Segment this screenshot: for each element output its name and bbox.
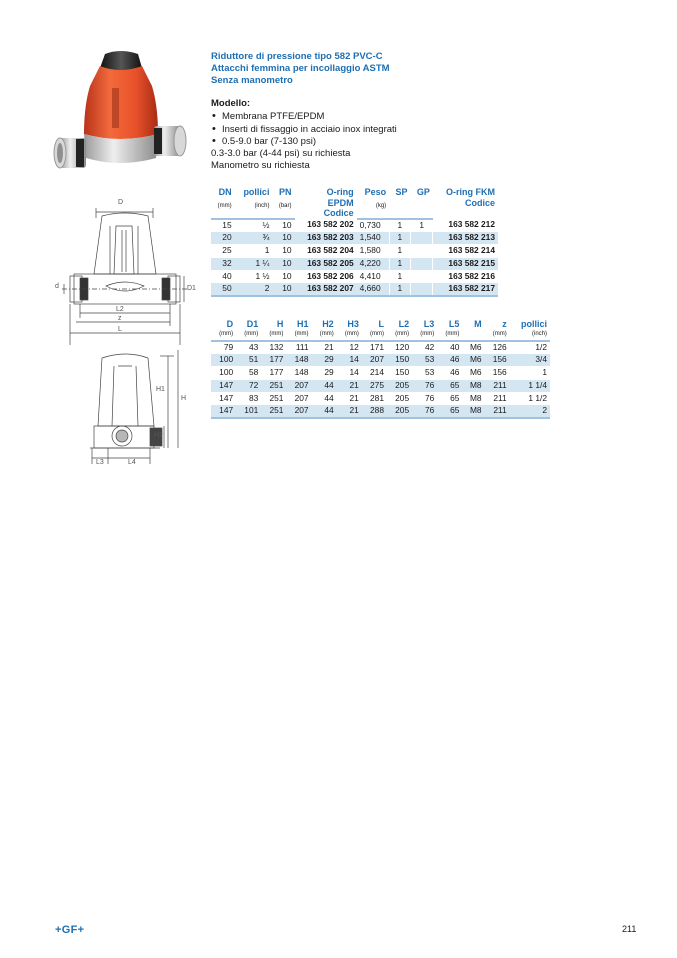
title-line: Riduttore di pressione tipo 582 PVC-C xyxy=(211,51,383,62)
table-cell: 171 xyxy=(362,341,387,354)
unit-label: (mm) xyxy=(437,330,462,341)
dim-label-z: z xyxy=(118,315,122,322)
table-cell: 21 xyxy=(337,379,362,392)
table-cell: 12 xyxy=(337,341,362,354)
order-code-table xyxy=(211,187,498,297)
col-header: Peso xyxy=(364,187,387,197)
table-cell: 1/2 xyxy=(510,341,550,354)
table-cell: 147 xyxy=(211,392,236,405)
model-heading: Modello: xyxy=(211,98,251,109)
table-cell: 10 xyxy=(272,283,294,296)
table-cell: 205 xyxy=(387,392,412,405)
dim-label-L3: L3 xyxy=(96,459,104,466)
table-cell: 150 xyxy=(387,354,412,367)
table-cell: 1 xyxy=(410,219,432,232)
table-cell: M8 xyxy=(462,379,484,392)
table-cell: 76 xyxy=(412,405,437,418)
table-cell xyxy=(410,257,432,270)
table-cell: 1 1/2 xyxy=(510,392,550,405)
table-cell: 214 xyxy=(362,367,387,380)
col-header: H2 xyxy=(322,319,334,329)
table-cell: M6 xyxy=(462,367,484,380)
col-header: H1 xyxy=(297,319,309,329)
table-cell: 21 xyxy=(312,341,337,354)
table-cell: 205 xyxy=(387,379,412,392)
table-cell: 163 582 205 xyxy=(295,257,357,270)
col-header-oring-epdm: O-ring EPDM Codice xyxy=(323,187,354,218)
table-cell: 207 xyxy=(286,379,311,392)
table-cell: 1 xyxy=(389,257,410,270)
table-cell: M8 xyxy=(462,392,484,405)
table-cell: 132 xyxy=(261,341,286,354)
unit-label: (mm) xyxy=(312,330,337,341)
table-cell: 147 xyxy=(211,405,236,418)
table-cell: 148 xyxy=(286,367,311,380)
dim-label-L: L xyxy=(118,326,122,333)
table-cell: 163 582 212 xyxy=(433,219,498,232)
table-cell: 288 xyxy=(362,405,387,418)
title-line: Attacchi femmina per incollaggio ASTM xyxy=(211,63,390,74)
table-cell: 150 xyxy=(387,367,412,380)
table-cell: 40 xyxy=(437,341,462,354)
table-cell: 10 xyxy=(272,270,294,283)
table-cell: 65 xyxy=(437,379,462,392)
unit-label: (mm) xyxy=(261,330,286,341)
table-cell: 1 xyxy=(389,232,410,245)
table-cell: 281 xyxy=(362,392,387,405)
table-cell: 10 xyxy=(272,232,294,245)
table-cell: 177 xyxy=(261,367,286,380)
table-cell: 53 xyxy=(412,367,437,380)
table-row xyxy=(211,257,498,270)
unit-label xyxy=(462,330,484,341)
col-header: L3 xyxy=(423,319,435,329)
col-header: L2 xyxy=(398,319,410,329)
col-header: H3 xyxy=(347,319,359,329)
table-row xyxy=(211,367,550,380)
table-cell: 10 xyxy=(272,245,294,258)
table-cell: 111 xyxy=(286,341,311,354)
dim-label-D1: D1 xyxy=(187,285,196,292)
table-cell: 42 xyxy=(412,341,437,354)
table-cell: 163 582 203 xyxy=(295,232,357,245)
table-cell: 29 xyxy=(312,354,337,367)
table-cell: 100 xyxy=(211,367,236,380)
table-cell xyxy=(410,270,432,283)
table-cell: 43 xyxy=(236,341,261,354)
product-photo xyxy=(50,46,190,181)
table-row xyxy=(211,405,550,418)
unit-label: (mm) xyxy=(362,330,387,341)
unit-label: (mm) xyxy=(387,330,412,341)
table-row xyxy=(211,283,498,296)
table-cell: 76 xyxy=(412,379,437,392)
table-cell: 1 xyxy=(389,245,410,258)
table-cell xyxy=(410,245,432,258)
table-row xyxy=(211,232,498,245)
table-cell: 207 xyxy=(286,405,311,418)
col-header: L5 xyxy=(448,319,460,329)
spec-bullet: • Inserti di fissaggio in acciaio inox integrati xyxy=(211,124,551,136)
table-cell: 29 xyxy=(312,367,337,380)
table-cell: M6 xyxy=(462,341,484,354)
table-cell: 14 xyxy=(337,367,362,380)
col-header: PN xyxy=(279,187,292,197)
table-cell: ½ xyxy=(235,219,273,232)
table-cell: 163 582 204 xyxy=(295,245,357,258)
table-cell: 211 xyxy=(485,379,510,392)
table-cell: 44 xyxy=(312,405,337,418)
table-cell: 53 xyxy=(412,354,437,367)
table-cell: 51 xyxy=(236,354,261,367)
table-cell: 10 xyxy=(272,219,294,232)
table-cell: 0,730 xyxy=(357,219,390,232)
table-cell: 2 xyxy=(235,283,273,296)
col-header: DN xyxy=(218,187,232,197)
unit-label: (inch) xyxy=(235,202,273,218)
table-cell: 72 xyxy=(236,379,261,392)
table-cell: 163 582 215 xyxy=(433,257,498,270)
table-cell: 205 xyxy=(387,405,412,418)
table-cell: 65 xyxy=(437,392,462,405)
table-cell: 76 xyxy=(412,392,437,405)
table-cell: 156 xyxy=(485,354,510,367)
unit-label: (kg) xyxy=(357,202,390,218)
table-cell: 120 xyxy=(387,341,412,354)
table-cell: 79 xyxy=(211,341,236,354)
col-header: M xyxy=(474,319,482,329)
dim-label-L2: L2 xyxy=(116,306,124,313)
table-cell: 2 xyxy=(510,405,550,418)
table-cell: 46 xyxy=(437,367,462,380)
table-cell: 3/4 xyxy=(510,354,550,367)
table-cell: 101 xyxy=(236,405,261,418)
spec-note: Manometro su richiesta xyxy=(211,160,310,172)
product-title xyxy=(211,51,551,87)
table-cell: 83 xyxy=(236,392,261,405)
table-cell: 4,220 xyxy=(357,257,390,270)
col-header: SP xyxy=(395,187,408,197)
table-cell: 40 xyxy=(211,270,235,283)
table-cell: 1 xyxy=(510,367,550,380)
table-cell: 21 xyxy=(337,405,362,418)
dim-label-L4: L4 xyxy=(128,459,136,466)
table-row xyxy=(211,341,550,354)
table-cell: 1 xyxy=(389,219,410,232)
unit-label: (bar) xyxy=(272,202,294,218)
table-cell: 4,410 xyxy=(357,270,390,283)
table-cell: 126 xyxy=(485,341,510,354)
table-cell xyxy=(410,232,432,245)
table-cell: 163 582 206 xyxy=(295,270,357,283)
table-cell: 147 xyxy=(211,379,236,392)
table-cell: 163 582 202 xyxy=(295,219,357,232)
table-row xyxy=(211,354,550,367)
table-cell: 275 xyxy=(362,379,387,392)
col-header: pollici xyxy=(520,319,547,329)
table-row xyxy=(211,392,550,405)
dim-label-D: D xyxy=(118,199,124,206)
table-cell: 207 xyxy=(286,392,311,405)
table-cell: 65 xyxy=(437,405,462,418)
table-cell: 1 ¼ xyxy=(235,257,273,270)
model-specs xyxy=(211,98,551,173)
table-cell: M6 xyxy=(462,354,484,367)
table-cell: 58 xyxy=(236,367,261,380)
table-cell: 251 xyxy=(261,392,286,405)
table-cell: 251 xyxy=(261,379,286,392)
table-cell: 21 xyxy=(337,392,362,405)
table-cell: 156 xyxy=(485,367,510,380)
table-cell: 211 xyxy=(485,405,510,418)
table-cell: 163 582 216 xyxy=(433,270,498,283)
dim-label-H1: H1 xyxy=(156,386,165,393)
col-header: D1 xyxy=(246,319,259,329)
table-cell: 25 xyxy=(211,245,235,258)
table-cell: 1 ½ xyxy=(235,270,273,283)
table-cell: 10 xyxy=(272,257,294,270)
table-cell: 1 xyxy=(389,283,410,296)
unit-label: (mm) xyxy=(211,330,236,341)
table-cell: 211 xyxy=(485,392,510,405)
dimensions-table xyxy=(211,319,550,419)
table-cell: 1 xyxy=(235,245,273,258)
table-cell: 163 582 207 xyxy=(295,283,357,296)
title-line: Senza manometro xyxy=(211,75,293,86)
table-cell: 50 xyxy=(211,283,235,296)
col-header: D xyxy=(226,319,234,329)
unit-label: (mm) xyxy=(412,330,437,341)
dim-label-H: H xyxy=(181,395,187,402)
col-header-oring-fkm: O-ring FKM Codice xyxy=(446,187,495,208)
table-cell: 207 xyxy=(362,354,387,367)
table-cell: 1 xyxy=(389,270,410,283)
spec-bullet: • Membrana PTFE/EPDM xyxy=(211,111,551,123)
table-cell: 20 xyxy=(211,232,235,245)
table-cell: 15 xyxy=(211,219,235,232)
table-row xyxy=(211,379,550,392)
table-cell: 163 582 214 xyxy=(433,245,498,258)
gf-logo: +GF+ xyxy=(55,924,85,936)
technical-drawing xyxy=(50,190,198,475)
unit-label: (mm) xyxy=(485,330,510,341)
spec-bullet: • 0.5-9.0 bar (7-130 psi) xyxy=(211,136,551,148)
table-cell: ¾ xyxy=(235,232,273,245)
table-cell: 177 xyxy=(261,354,286,367)
table-cell: 14 xyxy=(337,354,362,367)
dim-label-d: d xyxy=(55,283,59,290)
table-cell: 1,540 xyxy=(357,232,390,245)
col-header: pollici xyxy=(243,187,270,197)
page-number: 211 xyxy=(622,924,637,934)
unit-label: (mm) xyxy=(236,330,261,341)
unit-label: (mm) xyxy=(337,330,362,341)
table-cell: 1,580 xyxy=(357,245,390,258)
table-cell: M8 xyxy=(462,405,484,418)
table-cell: 44 xyxy=(312,379,337,392)
table-cell: 46 xyxy=(437,354,462,367)
unit-label: (inch) xyxy=(510,330,550,341)
table-cell: 4,660 xyxy=(357,283,390,296)
col-header: z xyxy=(502,319,507,329)
table-row xyxy=(211,270,498,283)
table-cell: 32 xyxy=(211,257,235,270)
table-cell: 1 1/4 xyxy=(510,379,550,392)
table-cell xyxy=(410,283,432,296)
unit-label: (mm) xyxy=(286,330,311,341)
table-cell: 251 xyxy=(261,405,286,418)
unit-label: (mm) xyxy=(211,202,235,218)
table-cell: 44 xyxy=(312,392,337,405)
table-cell: 163 582 217 xyxy=(433,283,498,296)
table-cell: 148 xyxy=(286,354,311,367)
table-cell: 163 582 213 xyxy=(433,232,498,245)
table-row xyxy=(211,219,498,232)
col-header: L xyxy=(378,319,384,329)
col-header: GP xyxy=(416,187,430,197)
spec-note: 0.3-3.0 bar (4-44 psi) su richiesta xyxy=(211,148,351,160)
table-row xyxy=(211,245,498,258)
dim-label-H2: H2 xyxy=(154,432,163,439)
col-header: H xyxy=(276,319,284,329)
table-cell: 100 xyxy=(211,354,236,367)
